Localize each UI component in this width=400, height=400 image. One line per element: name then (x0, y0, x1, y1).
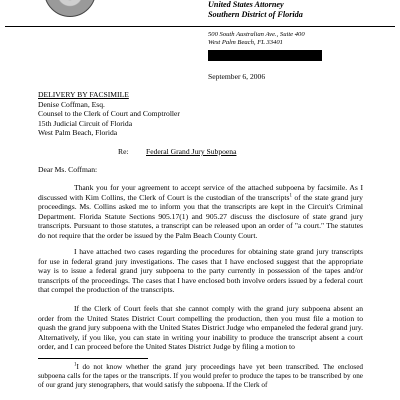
paragraph-text: of the state grand jury proceedings. Ms. Collins asked me to inform you that the transcripts are kept in the Circuit's Criminal Department. Florida Statute Sections 905.17(1) and 905.27 discuss the disclosure of state grand jury transcripts. Pursuant to those statutes, a transcript can be released upon an order of "a court." The statutes do not require that the order be issued by the Palm Beach County Court. (38, 192, 363, 240)
delivery-heading: DELIVERY BY FACSIMILE (38, 90, 129, 99)
footnote-reference: 1 (289, 193, 292, 199)
paragraph-text: Thank you for your agreement to accept service of the attached subpoena by facsimile. As I discussed with Kim Collins, the Clerk of Court is the custodian of the transcripts (38, 183, 363, 202)
body-paragraph: I have attached two cases regarding the procedures for obtaining state grand jury transcripts for use in federal grand jury investigations. The cases that I have enclosed suggest that the appropriate way is to issue a federal grand jury subpoena to the party currently in possession of the tapes and/or transcripts of the proceedings. The cases that I have enclosed both involve orders issued by a federal court that compel the production of the transcripts. (38, 247, 363, 295)
recipient-line: West Palm Beach, Florida (38, 128, 118, 138)
footnote-text: I do not know whether the grand jury proceedings have yet been transcribed. The enclosed subpoena calls for the tapes or the transcripts. If you would prefer to produce the tapes to be transcribed by one of our grand jury stenographers, that would satisfy the subpoena. If the Clerk of (38, 363, 363, 390)
re-subject: Federal Grand Jury Subpoena (146, 147, 237, 156)
address-city: West Palm Beach, FL 33401 (208, 39, 283, 46)
letterhead-divider (5, 26, 395, 27)
redaction-block (208, 50, 322, 61)
letter-date: September 6, 2006 (208, 72, 266, 81)
recipient-line: 15th Judicial Circuit of Florida (38, 118, 133, 128)
re-label: Re: (118, 147, 129, 156)
body-paragraph (38, 183, 363, 241)
office-district: Southern District of Florida (208, 10, 303, 19)
re-line (118, 147, 237, 156)
department-seal-icon (44, 0, 96, 17)
letterhead-office (208, 0, 303, 20)
delivery-block (38, 90, 180, 138)
footnote (38, 363, 363, 391)
footnote-divider (38, 358, 148, 359)
footnote-mark: 1 (74, 362, 77, 368)
salutation: Dear Ms. Coffman: (38, 165, 98, 174)
office-title: United States Attorney (208, 0, 284, 9)
address-street: 500 South Australian Ave., Suite 400 (208, 31, 305, 38)
recipient-line: Denise Coffman, Esq. (38, 99, 105, 109)
recipient-line: Counsel to the Clerk of Court and Comptroller (38, 109, 180, 119)
letterhead-address (208, 31, 305, 47)
body-paragraph: If the Clerk of Court feels that she cannot comply with the grand jury subpoena absent an order from the United States District Court compelling the production, then you must file a motion to quash the grand jury subpoena with the United States District Judge who empaneled the federal grand jury. Alternatively, if you like, you can state in writing your inability to produce the transcript absent a court order, and I can proceed before the United States District Judge by filing a motion to (38, 304, 363, 352)
